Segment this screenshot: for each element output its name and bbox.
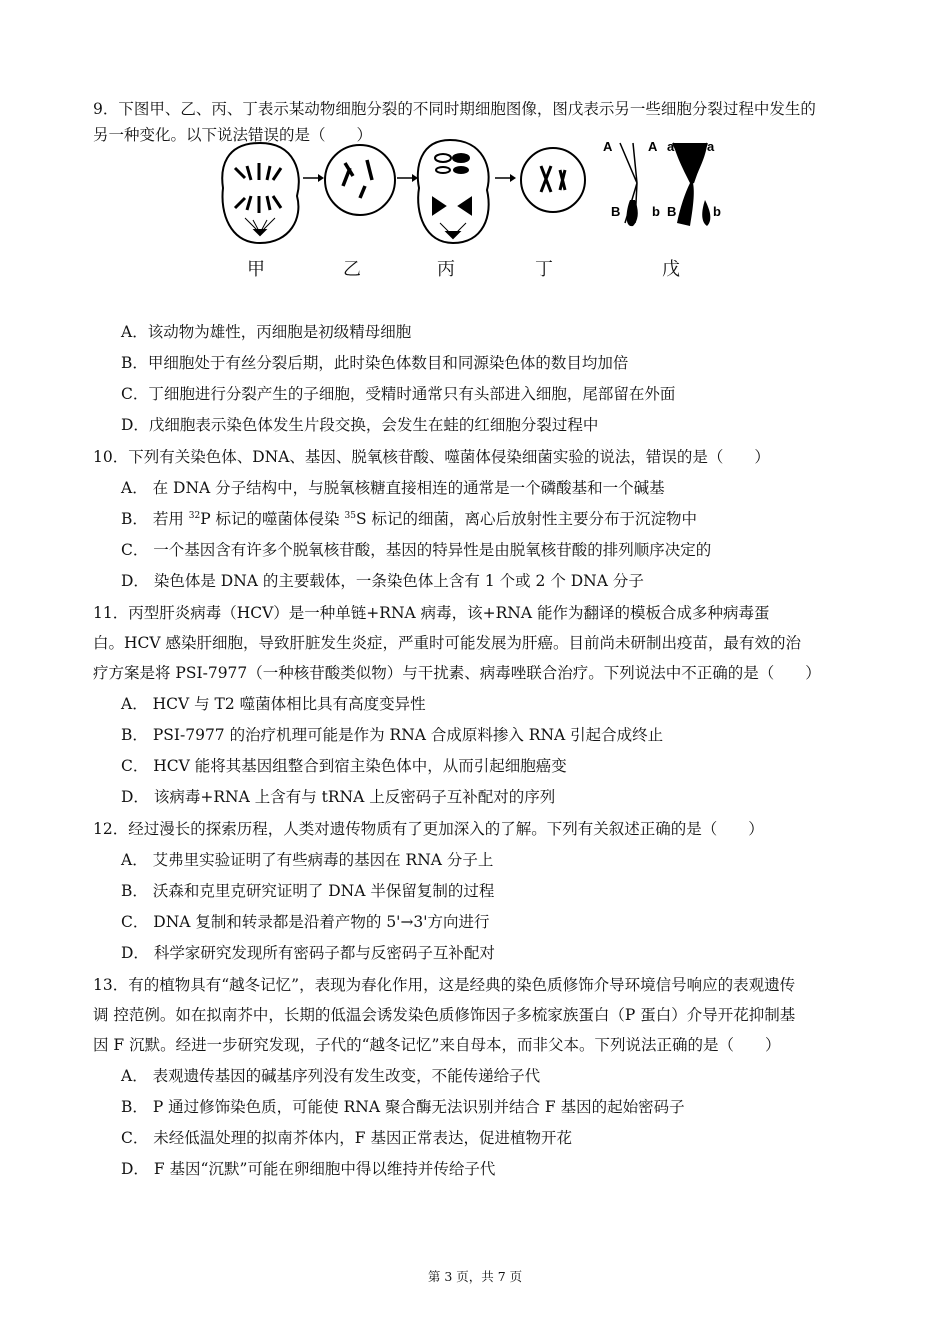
q11-option-a: A． HCV 与 T2 噬菌体相比具有高度变异性	[121, 695, 426, 713]
q13-option-d: D． F 基因“沉默”可能在卵细胞中得以维持并传给子代	[121, 1160, 496, 1178]
figure-label-yi: 乙	[343, 259, 361, 280]
q9-option-a: A．该动物为雄性，丙细胞是初级精母细胞	[121, 323, 412, 341]
q10-stem: 10．下列有关染色体、DNA、基因、脱氧核苷酸、噬菌体侵染细菌实验的说法，错误的是（ ）	[93, 448, 770, 466]
q11-option-b: B． PSI-7977 的治疗机理可能是作为 RNA 合成原料掺入 RNA 引起合成终止	[121, 726, 664, 744]
cell-yi	[325, 145, 395, 215]
q13-stem-line3: 因 F 沉默。经进一步研究发现，子代的“越冬记忆”来自母本，而非父本。下列说法正确的是（ ）	[93, 1036, 781, 1054]
label-a2: a	[707, 139, 715, 154]
q13-stem-line2: 调 控范例。如在拟南芥中，长期的低温会诱发染色质修饰因子多梳家族蛋白（P 蛋白）介导开花抑制基	[93, 1006, 796, 1024]
q10-option-d: D． 染色体是 DNA 的主要载体，一条染色体上含有 1 个或 2 个 DNA 分子	[121, 572, 644, 590]
label-a1: a	[667, 139, 675, 154]
q11-option-c: C． HCV 能将其基因组整合到宿主染色体中，从而引起细胞癌变	[121, 757, 567, 775]
cell-ding	[521, 148, 585, 212]
label-A2: A	[648, 139, 658, 154]
q12-option-a: A． 艾弗里实验证明了有些病毒的基因在 RNA 分子上	[121, 851, 494, 869]
cell-wu	[620, 143, 710, 226]
cell-bing	[418, 140, 489, 243]
q12-option-d: D． 科学家研究发现所有密码子都与反密码子互补配对	[121, 944, 495, 962]
figure-label-jia: 甲	[247, 259, 265, 280]
q10-option-b: B． 若用 $^{32}$P 标记的噬菌体侵染 $^{35}$S 标记的细菌，离心后放射性主要分布于沉淀物中	[121, 510, 698, 528]
q9-option-d: D．戊细胞表示染色体发生片段交换，会发生在蛙的红细胞分裂过程中	[121, 416, 599, 434]
label-B1: B	[611, 204, 621, 219]
q10-option-a: A． 在 DNA 分子结构中，与脱氧核糖直接相连的通常是一个磷酸基和一个碱基	[121, 479, 665, 497]
cell-division-figure	[215, 138, 725, 278]
cell-division-diagram	[215, 138, 725, 253]
q9-option-b: B．甲细胞处于有丝分裂后期，此时染色体数目和同源染色体的数目均加倍	[121, 354, 629, 372]
q12-option-c: C． DNA 复制和转录都是沿着产物的 5'→3'方向进行	[121, 913, 490, 931]
label-A: A	[603, 139, 613, 154]
q13-stem-line1: 13．有的植物具有“越冬记忆”，表现为春化作用，这是经典的染色质修饰介导环境信号响应的表观遗传	[93, 976, 796, 994]
q9-option-c: C．丁细胞进行分裂产生的子细胞，受精时通常只有头部进入细胞，尾部留在外面	[121, 385, 676, 403]
q12-option-b: B． 沃森和克里克研究证明了 DNA 半保留复制的过程	[121, 882, 495, 900]
figure-label-wu: 戊	[662, 259, 680, 280]
q11-stem-line1: 11．丙型肝炎病毒（HCV）是一种单链+RNA 病毒，该+RNA 能作为翻译的模板合成多种病毒蛋	[93, 604, 770, 622]
figure-label-bing: 丙	[437, 259, 455, 280]
cell-jia	[222, 143, 299, 243]
q11-option-d: D． 该病毒+RNA 上含有与 tRNA 上反密码子互补配对的序列	[121, 788, 556, 806]
label-b1: b	[652, 204, 660, 219]
q9-stem-line1: 9．下图甲、乙、丙、丁表示某动物细胞分裂的不同时期细胞图像，图戊表示另一些细胞分裂过程中发生的	[93, 100, 816, 118]
q11-stem-line2: 白。HCV 感染肝细胞，导致肝脏发生炎症，严重时可能发展为肝癌。目前尚未研制出疫苗，最有效的治	[93, 634, 802, 652]
q9-stem-line2: 另一种变化。以下说法错误的是（ ）	[93, 126, 373, 144]
q13-option-c: C． 未经低温处理的拟南芥体内，F 基因正常表达，促进植物开花	[121, 1129, 572, 1147]
q11-stem-line3: 疗方案是将 PSI-7977（一种核苷酸类似物）与干扰素、病毒唑联合治疗。下列说法中不正确的是（ ）	[93, 664, 821, 682]
q13-option-b: B． P 通过修饰染色质，可能使 RNA 聚合酶无法识别并结合 F 基因的起始密码子	[121, 1098, 685, 1116]
page-footer: 第 3 页，共 7 页	[427, 1269, 523, 1284]
q12-stem: 12．经过漫长的探索历程，人类对遗传物质有了更加深入的了解。下列有关叙述正确的是（ ）	[93, 820, 764, 838]
q13-option-a: A． 表观遗传基因的碱基序列没有发生改变，不能传递给子代	[121, 1067, 541, 1085]
q10-option-c: C． 一个基因含有许多个脱氧核苷酸，基因的特异性是由脱氧核苷酸的排列顺序决定的	[121, 541, 712, 559]
label-b2: b	[713, 204, 721, 219]
label-B2: B	[667, 204, 677, 219]
figure-label-ding: 丁	[535, 259, 553, 280]
